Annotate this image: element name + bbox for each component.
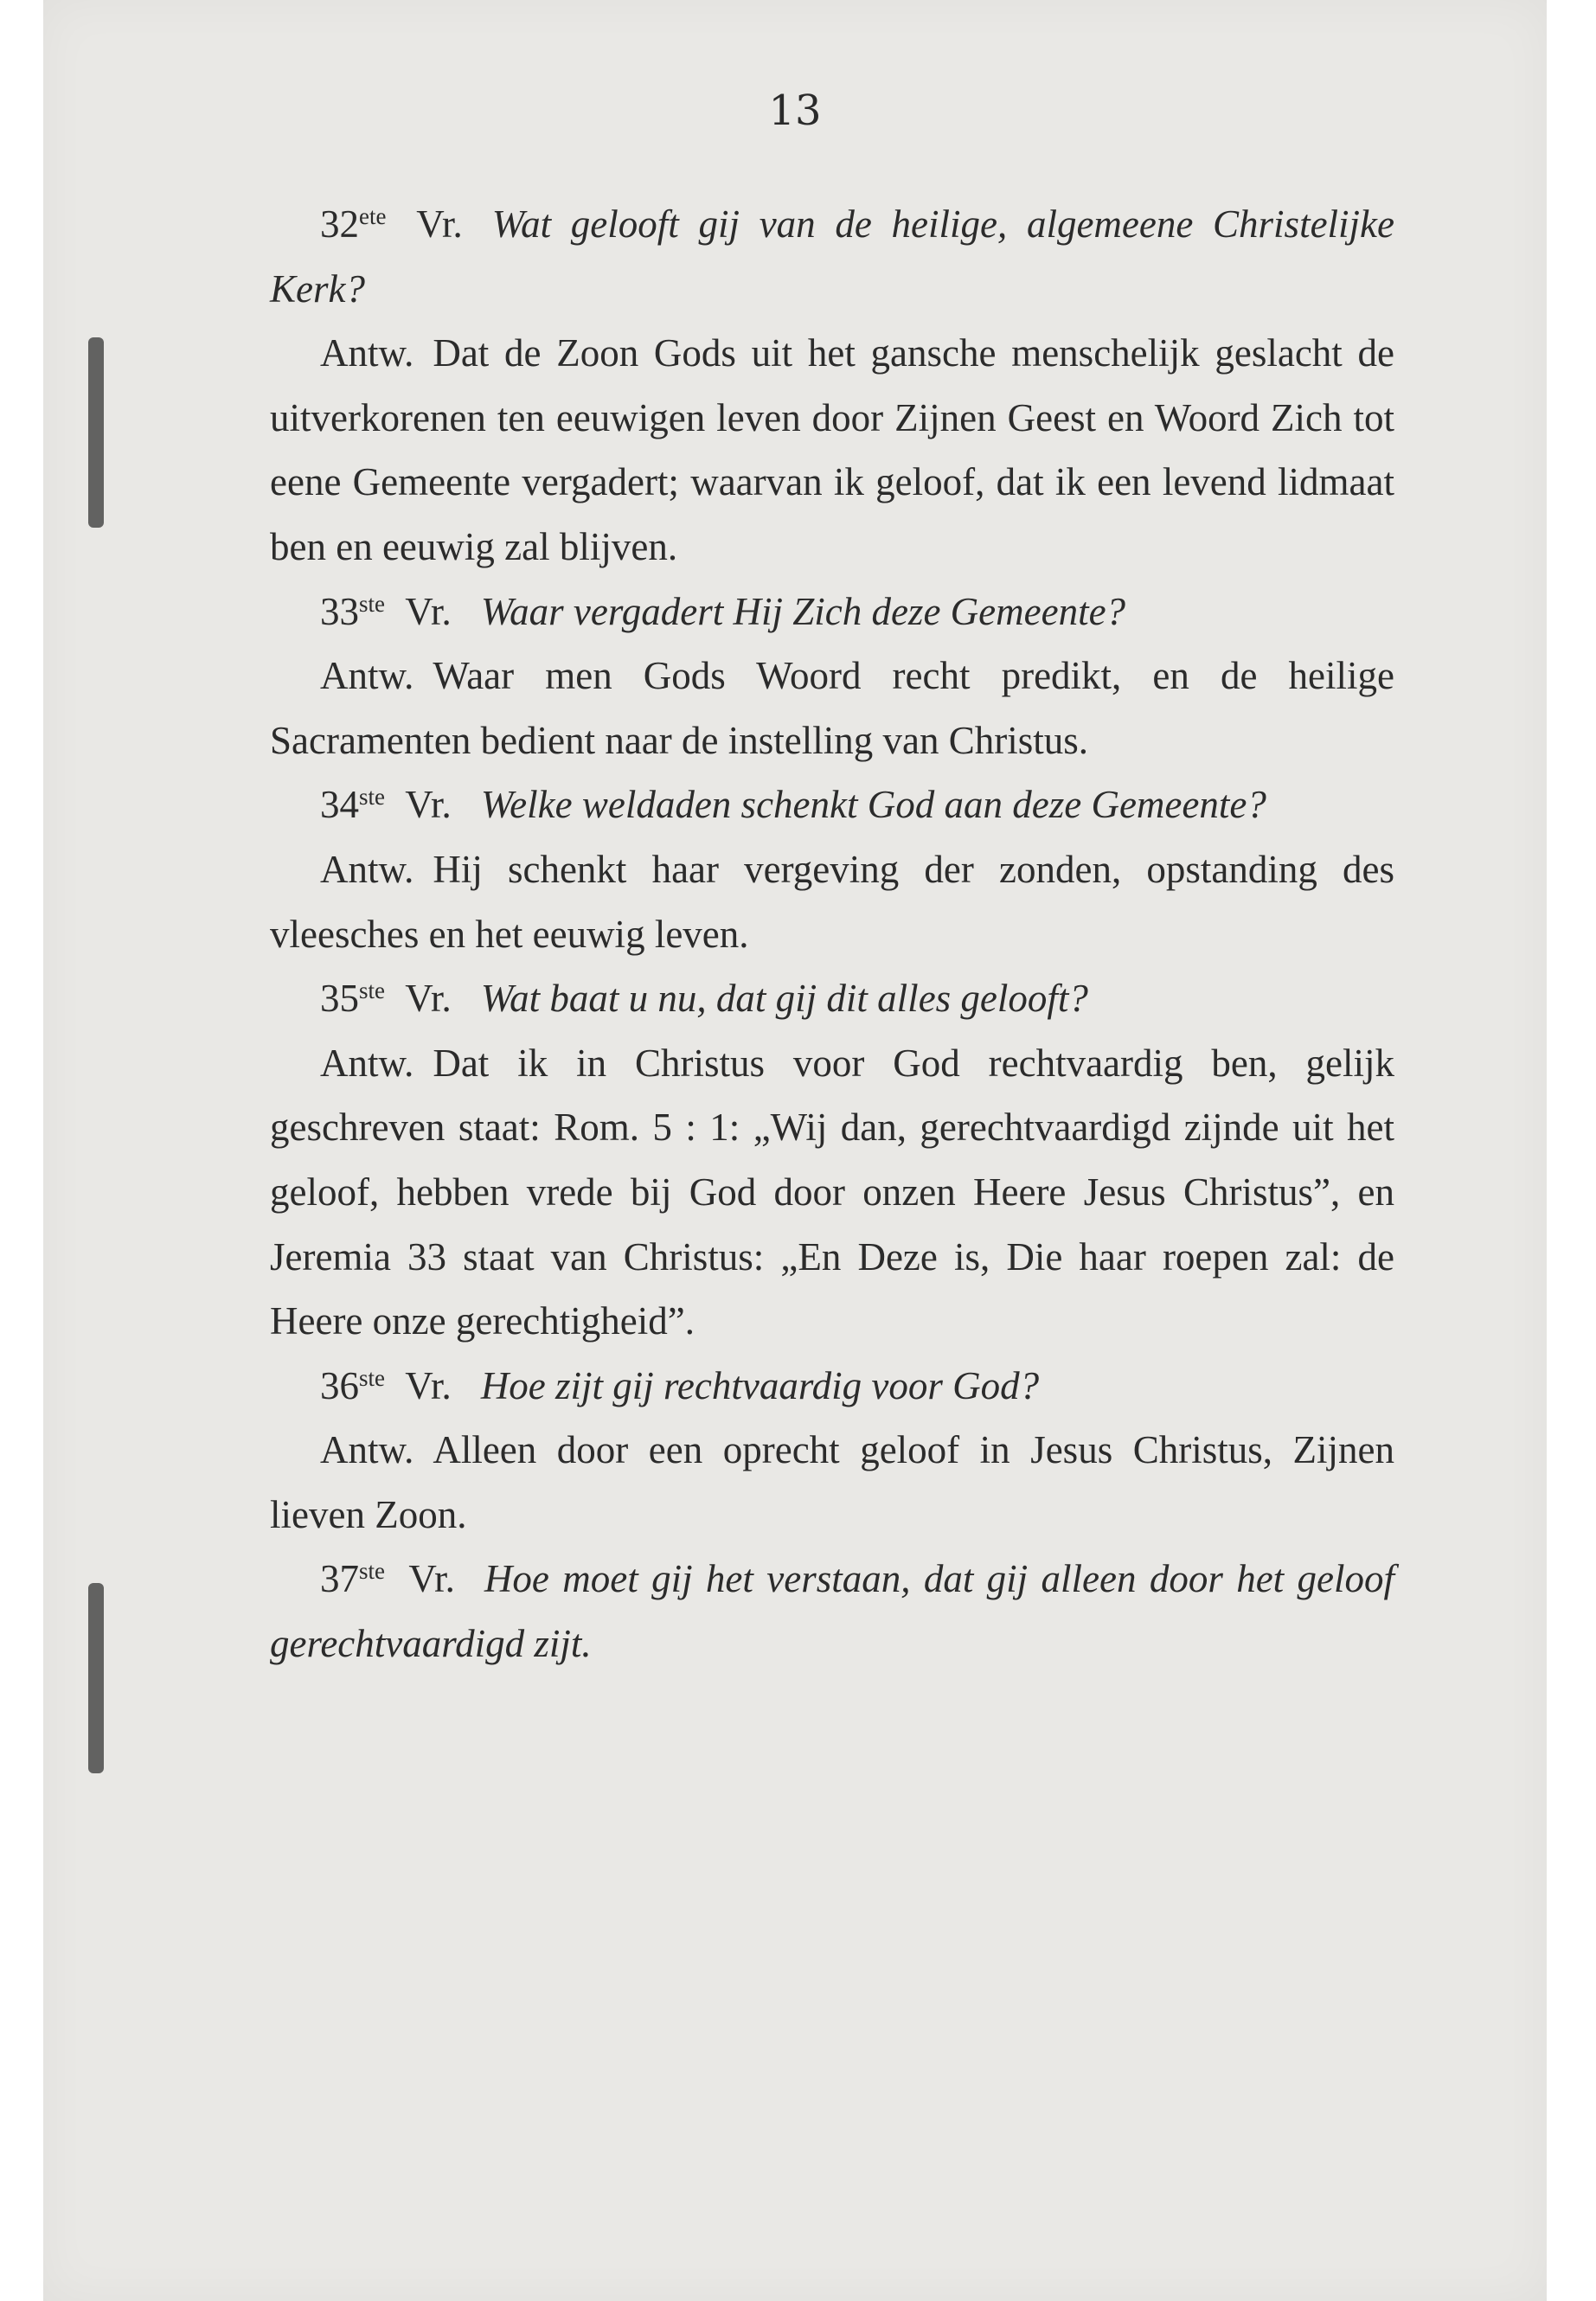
answer-label: Antw. bbox=[320, 1428, 414, 1472]
question-36 bbox=[270, 1354, 1394, 1419]
answer-35 bbox=[270, 1031, 1394, 1354]
question-number: 32 bbox=[320, 202, 359, 246]
answer-label: Antw. bbox=[320, 331, 414, 375]
ordinal-suffix: ste bbox=[359, 1364, 385, 1391]
answer-text: Waar men Gods Woord recht predikt, en de heilige Sacramenten bedient naar de instelling van Christus. bbox=[270, 654, 1394, 762]
question-text: Hoe moet gij het verstaan, dat gij alleen door het geloof gerechtvaardigd zijt. bbox=[270, 1557, 1395, 1666]
answer-text: Hij schenkt haar vergeving der zonden, opstanding des vleesches en het eeuwig leven. bbox=[270, 847, 1394, 956]
question-label: Vr. bbox=[416, 202, 463, 246]
question-label: Vr. bbox=[405, 589, 452, 633]
answer-32 bbox=[270, 321, 1394, 579]
question-35 bbox=[270, 966, 1394, 1031]
answer-label: Antw. bbox=[320, 1041, 414, 1085]
question-text: Waar vergadert Hij Zich deze Gemeente? bbox=[480, 589, 1126, 633]
question-text: Welke weldaden schenkt God aan deze Gemeente? bbox=[480, 783, 1266, 827]
ordinal-suffix: ste bbox=[359, 977, 385, 1004]
question-label: Vr. bbox=[408, 1557, 455, 1601]
binding-mark bbox=[88, 337, 104, 528]
answer-text: Dat ik in Christus voor God rechtvaardig ben, gelijk geschreven staat: Rom. 5 : 1: „Wij dan, gerechtvaardigd zijnde uit het geloof, hebben vrede bij God door onzen Heere Jesus Christus”, en Jeremia 33 staat van Christus: „En Deze is, Die haar roepen zal: de Heere onze gerechtigheid”. bbox=[270, 1041, 1394, 1343]
question-number: 36 bbox=[320, 1363, 359, 1407]
ordinal-suffix: ste bbox=[359, 1558, 385, 1585]
ordinal-suffix: ete bbox=[359, 203, 387, 230]
question-text: Wat baat u nu, dat gij dit alles gelooft? bbox=[480, 977, 1088, 1021]
question-label: Vr. bbox=[405, 1363, 452, 1407]
ordinal-suffix: ste bbox=[359, 590, 385, 617]
question-label: Vr. bbox=[405, 977, 452, 1021]
question-text: Wat gelooft gij van de heilige, algemeene Christelijke Kerk? bbox=[270, 202, 1394, 311]
page-number: 13 bbox=[768, 87, 822, 135]
answer-33 bbox=[270, 644, 1394, 772]
answer-label: Antw. bbox=[320, 654, 414, 698]
page bbox=[43, 0, 1547, 2301]
question-number: 33 bbox=[320, 589, 359, 633]
question-number: 37 bbox=[320, 1557, 359, 1601]
answer-label: Antw. bbox=[320, 847, 414, 891]
answer-34 bbox=[270, 837, 1394, 966]
question-34 bbox=[270, 772, 1394, 837]
question-32 bbox=[270, 192, 1394, 321]
question-37 bbox=[270, 1547, 1394, 1676]
catechism-text bbox=[270, 192, 1394, 1676]
question-text: Hoe zijt gij rechtvaardig voor God? bbox=[480, 1363, 1040, 1407]
question-number: 35 bbox=[320, 977, 359, 1021]
answer-text: Alleen door een oprecht geloof in Jesus Christus, Zijnen lieven Zoon. bbox=[270, 1428, 1394, 1536]
answer-36 bbox=[270, 1418, 1394, 1547]
binding-mark bbox=[88, 1583, 104, 1773]
ordinal-suffix: ste bbox=[359, 784, 385, 811]
question-number: 34 bbox=[320, 783, 359, 827]
question-33 bbox=[270, 580, 1394, 644]
answer-text: Dat de Zoon Gods uit het gansche menschelijk geslacht de uitverkorenen ten eeuwigen leven door Zijnen Geest en Woord Zich tot eene Gemeente vergadert; waarvan ik geloof, dat ik een levend lidmaat ben en eeuwig zal blijven. bbox=[270, 331, 1394, 568]
question-label: Vr. bbox=[405, 783, 452, 827]
